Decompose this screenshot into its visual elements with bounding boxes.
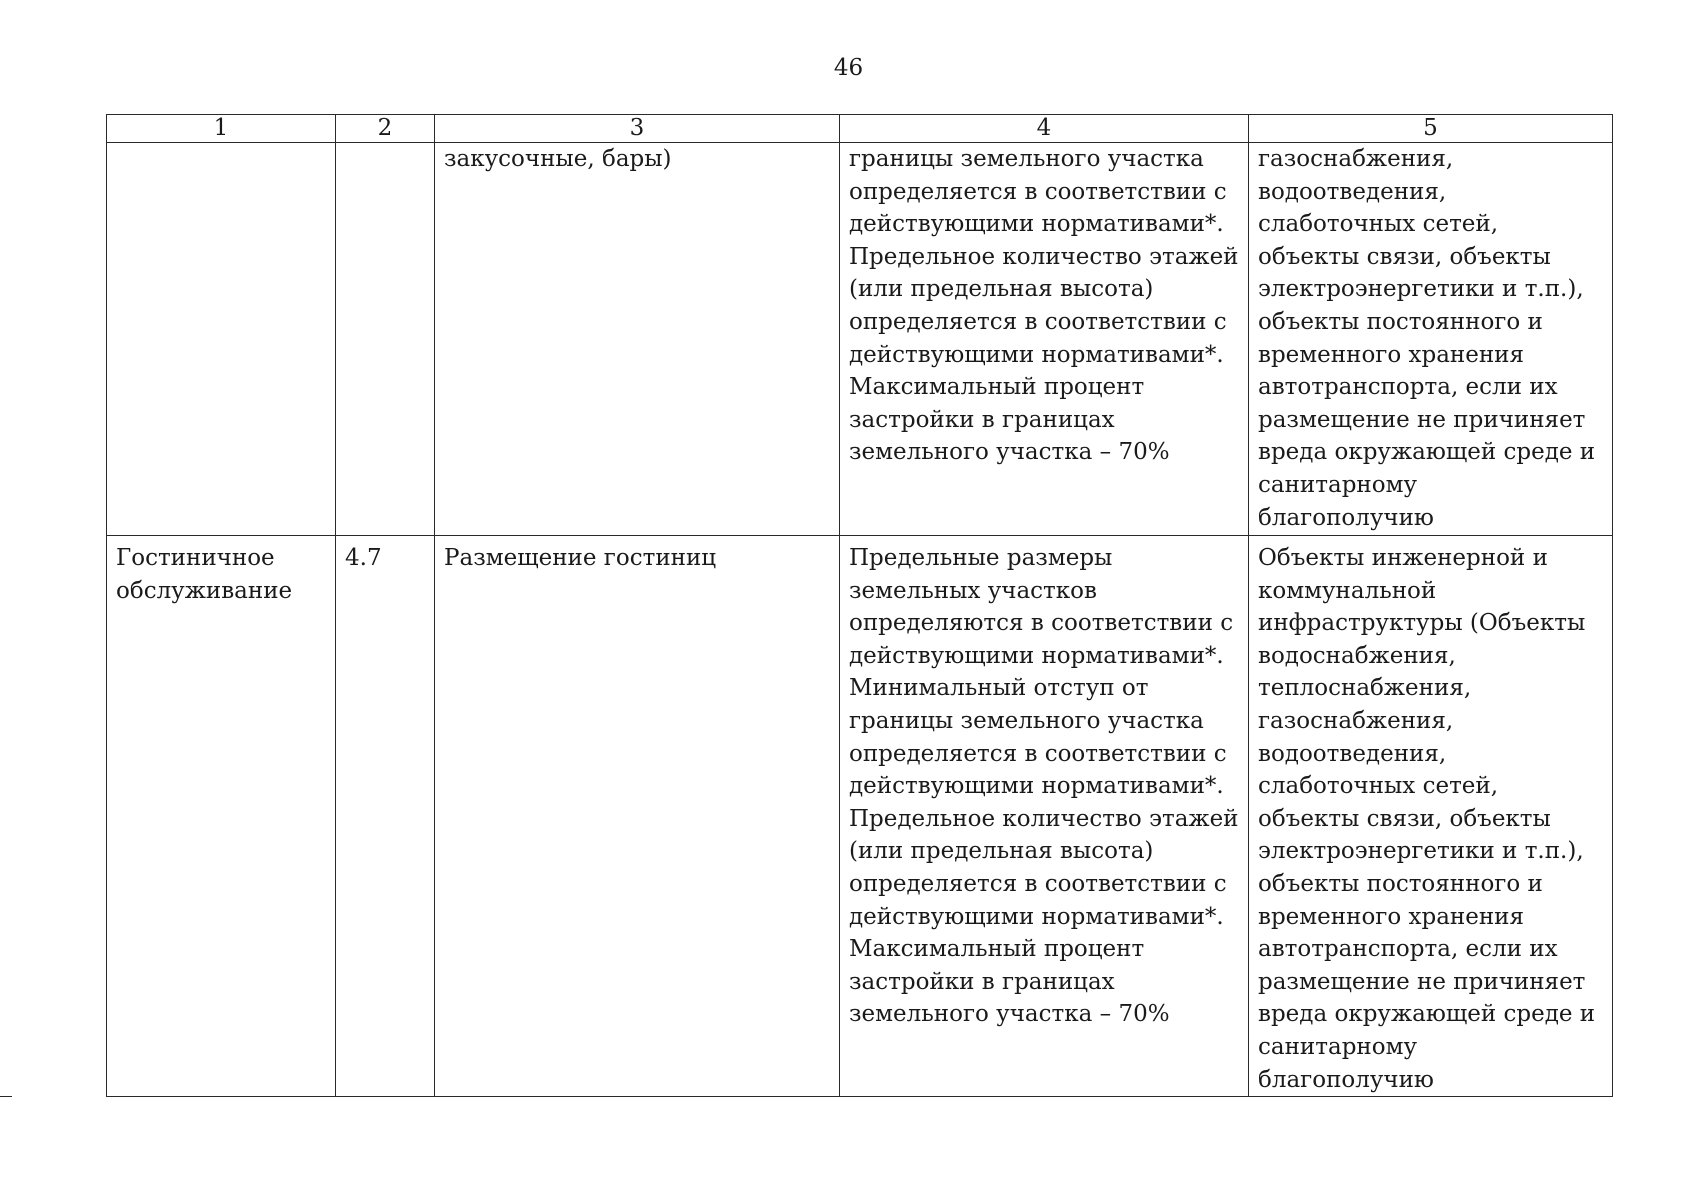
cell-text-line: благополучию xyxy=(1258,1066,1434,1093)
column-header-1: 1 xyxy=(107,115,336,143)
cell-text-line: действующими нормативами*. xyxy=(849,642,1224,669)
cell-text-line: 4.7 xyxy=(345,545,382,571)
cell-text-line: газоснабжения, xyxy=(1258,146,1454,172)
cell-text-line: Максимальный процент xyxy=(849,374,1145,401)
cell-text-line: действующими нормативами*. xyxy=(849,903,1224,930)
cell-text-line: обслуживание xyxy=(116,577,293,604)
cell-text-line: временного хранения xyxy=(1258,903,1525,930)
cell-text-line: автотранспорта, если их xyxy=(1258,374,1558,401)
column-header-3: 3 xyxy=(435,115,840,143)
cell-text-line: (или предельная высота) xyxy=(849,838,1154,865)
cell-text-line: электроэнергетики и т.п.), xyxy=(1258,276,1584,303)
cell-text-line: определяется в соответствии с xyxy=(849,740,1227,767)
cell-text-line: коммунальной xyxy=(1258,577,1437,604)
cell-text-line: электроэнергетики и т.п.), xyxy=(1258,838,1584,865)
cell-parameters xyxy=(840,143,1249,536)
cell-text-line: объекты связи, объекты xyxy=(1258,243,1551,270)
cell-text-line: определяется в соответствии с xyxy=(849,870,1227,897)
table-row xyxy=(107,536,1613,1097)
cell-text-line: размещение не причиняет xyxy=(1258,406,1586,433)
cell-text-line: земельного участка – 70% xyxy=(849,1001,1170,1028)
cell-auxiliary-uses xyxy=(1249,536,1613,1097)
cell-text-line: водоотведения, xyxy=(1258,740,1447,767)
cell-text-line: закусочные, бары) xyxy=(444,146,672,172)
cell-text-line: Предельные размеры xyxy=(849,545,1113,571)
margin-mark xyxy=(0,1096,12,1097)
cell-description xyxy=(435,143,840,536)
cell-text-line: теплоснабжения, xyxy=(1258,675,1472,702)
cell-text-line: Минимальный отступ от xyxy=(849,675,1149,702)
cell-text-line: Объекты инженерной и xyxy=(1258,545,1548,571)
cell-text-line: (или предельная высота) xyxy=(849,276,1154,303)
cell-text-line: определяются в соответствии с xyxy=(849,610,1234,637)
cell-text-line: границы земельного участка xyxy=(849,707,1204,734)
cell-text-line: водоснабжения, xyxy=(1258,642,1456,669)
cell-text-line: границы земельного участка xyxy=(849,146,1204,172)
cell-text-line: водоотведения, xyxy=(1258,178,1447,205)
cell-parameters xyxy=(840,536,1249,1097)
cell-text-line: санитарному xyxy=(1258,471,1418,498)
cell-use-type xyxy=(107,536,336,1097)
cell-text-line: объекты постоянного и xyxy=(1258,870,1543,897)
cell-text-line: Максимальный процент xyxy=(849,936,1145,963)
cell-text-line: Размещение гостиниц xyxy=(444,545,717,571)
cell-text-line: действующими нормативами*. xyxy=(849,773,1224,800)
cell-text-line: действующими нормативами*. xyxy=(849,341,1224,368)
cell-text-line: объекты связи, объекты xyxy=(1258,805,1551,832)
cell-text-line: застройки в границах xyxy=(849,406,1115,433)
cell-code xyxy=(336,536,435,1097)
cell-text-line: инфраструктуры (Объекты xyxy=(1258,610,1586,637)
cell-text-line: слаботочных сетей, xyxy=(1258,211,1499,238)
cell-use-type xyxy=(107,143,336,536)
cell-text-line: вреда окружающей среде и xyxy=(1258,1001,1596,1028)
regulations-table xyxy=(106,114,1613,1097)
cell-text-line: Гостиничное xyxy=(116,545,275,571)
column-header-2: 2 xyxy=(336,115,435,143)
cell-text-line: действующими нормативами*. xyxy=(849,211,1224,238)
cell-text-line: газоснабжения, xyxy=(1258,707,1454,734)
cell-text-line: слаботочных сетей, xyxy=(1258,773,1499,800)
cell-text-line: определяется в соответствии с xyxy=(849,178,1227,205)
cell-text-line: вреда окружающей среде и xyxy=(1258,439,1596,466)
page-number: 46 xyxy=(833,55,864,81)
cell-text-line: санитарному xyxy=(1258,1033,1418,1060)
table-header-row xyxy=(107,115,1613,143)
cell-text-line: автотранспорта, если их xyxy=(1258,936,1558,963)
cell-description xyxy=(435,536,840,1097)
cell-text-line: временного хранения xyxy=(1258,341,1525,368)
column-header-5: 5 xyxy=(1249,115,1613,143)
cell-code xyxy=(336,143,435,536)
cell-text-line: застройки в границах xyxy=(849,968,1115,995)
cell-text-line: объекты постоянного и xyxy=(1258,308,1543,335)
cell-auxiliary-uses xyxy=(1249,143,1613,536)
cell-text-line: Предельное количество этажей xyxy=(849,243,1239,270)
cell-text-line: определяется в соответствии с xyxy=(849,308,1227,335)
cell-text-line: благополучию xyxy=(1258,504,1434,531)
table-row xyxy=(107,143,1613,536)
cell-text-line: земельного участка – 70% xyxy=(849,439,1170,466)
column-header-4: 4 xyxy=(840,115,1249,143)
cell-text-line: Предельное количество этажей xyxy=(849,805,1239,832)
cell-text-line: земельных участков xyxy=(849,577,1097,604)
cell-text-line: размещение не причиняет xyxy=(1258,968,1586,995)
